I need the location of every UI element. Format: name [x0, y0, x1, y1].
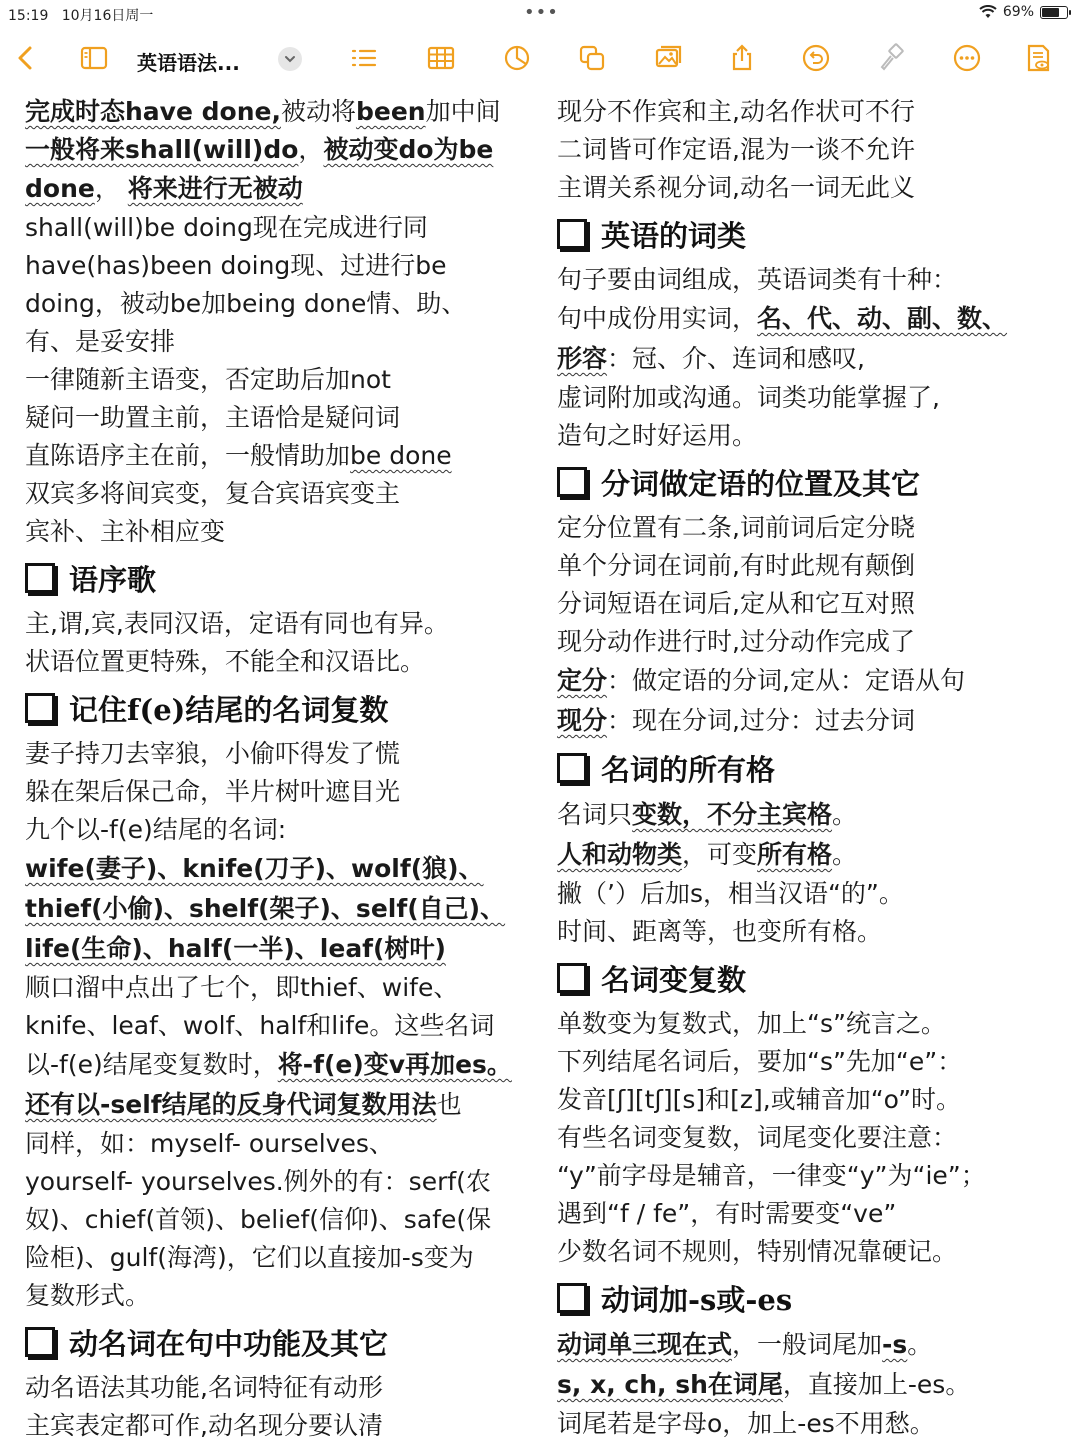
- pie-chart-icon: [502, 43, 532, 73]
- status-bar: [0, 0, 1080, 26]
- text-line: done， 将来进行无被动: [25, 174, 303, 203]
- text-line: 疑问一助置主前，主语恰是疑问词: [25, 403, 401, 432]
- text-line: 状语位置更特殊，不能全和汉语比。: [25, 647, 426, 676]
- share-icon: [727, 43, 757, 73]
- text-line: 遇到“f / fe”，有时需要变“ve”: [557, 1199, 897, 1228]
- text-line: 人和动物类，可变所有格。: [557, 840, 858, 869]
- table-button[interactable]: [421, 38, 461, 78]
- section-heading: 语序歌: [25, 553, 535, 603]
- text-line: 虚词附加或沟通。词类功能掌握了,: [557, 383, 940, 412]
- text-line: knife、leaf、wolf、half和life。这些名词: [25, 1011, 495, 1040]
- checkbox-icon: [557, 1283, 587, 1313]
- text-line: 时间、距离等，也变所有格。: [557, 917, 883, 946]
- chevron-left-icon: [11, 43, 41, 73]
- table-icon: [426, 43, 456, 73]
- text-line: 造句之时好运用。: [557, 421, 758, 450]
- text-line: 形容：冠、介、连词和感叹,: [557, 344, 865, 373]
- text-line: 定分：做定语的分词,定从：定语从句: [557, 666, 965, 695]
- sidebar-button[interactable]: [74, 38, 114, 78]
- shapes-icon: [577, 43, 607, 73]
- text-line: 奴)、chief(首领)、belief(信仰)、safe(保: [25, 1205, 492, 1234]
- text-line: 主,谓,宾,表同汉语，定语有同也有异。: [25, 609, 449, 638]
- reading-view-button[interactable]: [1018, 38, 1058, 78]
- shapes-button[interactable]: [572, 38, 612, 78]
- text-line: 躲在架后保己命，半片树叶遮目光: [25, 777, 401, 806]
- text-line: shall(will)be doing现在完成进行同: [25, 213, 428, 242]
- text-line: s, x, ch, sh在词尾，直接加上-es。: [557, 1370, 971, 1399]
- text-line: 宾补、主补相应变: [25, 517, 226, 546]
- text-line: 二词皆可作定语,混为一谈不允许: [557, 135, 915, 164]
- multitasking-dots-icon[interactable]: •••: [524, 2, 559, 23]
- text-line: 主谓关系视分词,动名一词无此义: [557, 173, 915, 202]
- section-heading: 名词变复数: [557, 953, 1067, 1003]
- text-line: 一律随新主语变，否定助后加not: [25, 365, 391, 394]
- text-line: 复数形式。: [25, 1281, 151, 1310]
- text-line: yourself- yourselves.例外的有：serf(农: [25, 1167, 491, 1196]
- text-line: 名词只变数，不分主宾格。: [557, 800, 858, 829]
- undo-button[interactable]: [796, 38, 836, 78]
- text-line: 妻子持刀去宰狼，小偷吓得发了慌: [25, 739, 401, 768]
- checkbox-icon: [557, 963, 587, 993]
- text-line: 动名语法其功能,名词特征有动形: [25, 1373, 383, 1402]
- undo-icon: [801, 43, 831, 73]
- text-line: life(生命)、half(一半)、leaf(树叶): [25, 934, 446, 963]
- share-button[interactable]: [722, 38, 762, 78]
- status-right: [979, 4, 1068, 20]
- text-line: 现分动作进行时,过分动作完成了: [557, 627, 915, 656]
- section-heading: 动名词在句中功能及其它: [25, 1317, 535, 1367]
- text-line: 撇（’）后加s，相当汉语“的”。: [557, 879, 904, 908]
- media-button[interactable]: [649, 38, 689, 78]
- text-line: 直陈语序主在前，一般情助加be done: [25, 441, 452, 470]
- text-line: 以-f(e)结尾变复数时，将-f(e)变v再加es。: [25, 1050, 512, 1079]
- text-line: 分词短语在词后,定从和它互对照: [557, 589, 915, 618]
- checkbox-icon: [557, 467, 587, 497]
- text-line: 险柜)、gulf(海湾)，它们以直接加-s变为: [25, 1243, 474, 1272]
- section-heading: 分词做定语的位置及其它: [557, 457, 1067, 507]
- text-line: 句中成份用实词，名、代、动、副、数、: [557, 304, 1008, 333]
- chevron-down-icon: [283, 52, 297, 66]
- back-button[interactable]: [6, 38, 46, 78]
- checkbox-icon: [25, 563, 55, 593]
- text-line: 定分位置有二条,词前词后定分晓: [557, 513, 915, 542]
- text-line: doing，被动be加being done情、助、: [25, 289, 467, 318]
- format-button[interactable]: [871, 38, 911, 78]
- left-column: [25, 93, 535, 1445]
- section-heading: 名词的所有格: [557, 743, 1067, 793]
- text-line: 下列结尾名词后，要加“s”先加“e”：: [557, 1047, 963, 1076]
- right-column: [557, 93, 1067, 1443]
- text-line: 双宾多将间宾变，复合宾语宾变主: [25, 479, 401, 508]
- more-icon: [952, 43, 982, 73]
- list-button[interactable]: [344, 38, 384, 78]
- text-line: 九个以-f(e)结尾的名词:: [25, 815, 287, 844]
- text-line: 有些名词变复数，词尾变化要注意：: [557, 1123, 958, 1152]
- text-line: 还有以-self结尾的反身代词复数用法也: [25, 1090, 462, 1119]
- checkbox-icon: [557, 753, 587, 783]
- text-line: thief(小偷)、shelf(架子)、self(自己)、: [25, 894, 506, 923]
- text-line: 一般将来shall(will)do，被动变do为be: [25, 135, 494, 164]
- text-line: 现分：现在分词,过分：过去分词: [557, 706, 915, 735]
- text-line: 发音[ʃ][tʃ][s]和[z],或辅音加“o”时。: [557, 1085, 962, 1114]
- battery-icon: [1040, 6, 1068, 19]
- text-line: “y”前字母是辅音，一律变“y”为“ie”；: [557, 1161, 986, 1190]
- text-line: 现分不作宾和主,动名作状可不行: [557, 97, 915, 126]
- chart-button[interactable]: [497, 38, 537, 78]
- section-heading: 记住f(e)结尾的名词复数: [25, 683, 535, 733]
- text-line: 完成时态have done,被动将been加中间: [25, 97, 501, 126]
- text-line: 句子要由词组成，英语词类有十种：: [557, 265, 958, 294]
- text-line: wife(妻子)、knife(刀子)、wolf(狼)、: [25, 854, 484, 883]
- text-line: have(has)been doing现、过进行be: [25, 251, 447, 280]
- text-line: 单数变为复数式，加上“s”统言之。: [557, 1009, 946, 1038]
- status-date: 10月16日周一: [61, 8, 154, 24]
- title-menu-button[interactable]: [278, 47, 302, 71]
- text-line: 少数名词不规则，特别情况靠硬记。: [557, 1237, 958, 1266]
- toolbar: [0, 30, 1080, 88]
- text-line: 有、是妥安排: [25, 327, 176, 356]
- section-heading: 动词加-s或-es: [557, 1273, 1067, 1323]
- text-line: 词尾若是字母o，加上-es不用愁。: [557, 1409, 935, 1438]
- sidebar-icon: [79, 43, 109, 73]
- text-line: 同样，如：myself- ourselves、: [25, 1129, 394, 1158]
- more-button[interactable]: [947, 38, 987, 78]
- battery-percent: 69%: [1002, 4, 1034, 20]
- paintbrush-icon: [876, 43, 906, 73]
- checkbox-icon: [25, 693, 55, 723]
- document-title[interactable]: 英语语法...: [137, 51, 240, 75]
- text-line: 主宾表定都可作,动名现分要认清: [25, 1411, 383, 1440]
- text-line: 顺口溜中点出了七个，即thief、wife、: [25, 973, 459, 1002]
- checkbox-icon: [557, 219, 587, 249]
- text-line: 动词单三现在式，一般词尾加-s。: [557, 1330, 933, 1359]
- status-time: 15:19 10月16日周一: [8, 8, 154, 24]
- section-heading: 英语的词类: [557, 209, 1067, 259]
- checkbox-icon: [25, 1327, 55, 1357]
- document-view-icon: [1023, 43, 1053, 73]
- text-line: 单个分词在词前,有时此规有颠倒: [557, 551, 915, 580]
- list-icon: [349, 43, 379, 73]
- photo-icon: [654, 43, 684, 73]
- wifi-icon: [979, 5, 997, 19]
